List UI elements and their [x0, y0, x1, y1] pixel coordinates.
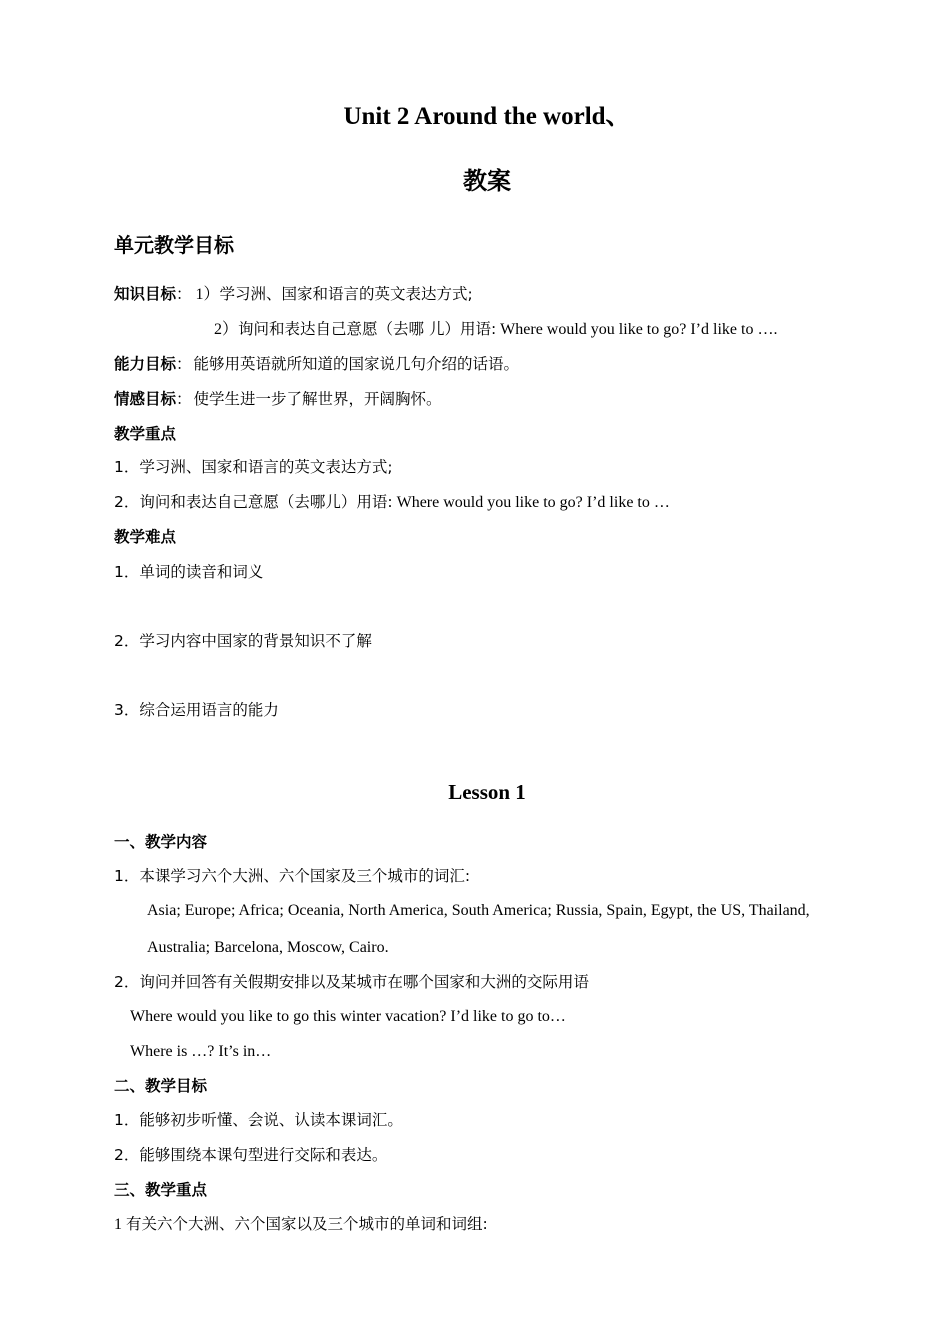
knowledge-goal-label: 知识目标 [114, 285, 177, 303]
teaching-goal-item-1: 1．能够初步听懂、会说、认读本课词汇。 [114, 1111, 403, 1129]
ability-goal-text: 能够用英语就所知道的国家说几句介绍的话语。 [193, 355, 520, 373]
teaching-content-heading: 一、教学内容 [114, 833, 208, 851]
lesson-1-title: Lesson 1 [448, 780, 526, 804]
teaching-content-item-2: 2．询问并回答有关假期安排以及某城市在哪个国家和大洲的交际用语 [114, 973, 589, 991]
emotion-goal-colon: ： [176, 390, 192, 408]
lesson-key-point-text-1: 有关六个大洲、六个国家以及三个城市的单词和词组: [126, 1215, 488, 1233]
knowledge-goal-num-2: 2） [214, 321, 239, 338]
dialog-line-2: Where is …? It’s in… [130, 1043, 272, 1060]
emotion-goal [114, 388, 442, 410]
teaching-content-item-1: 1．本课学习六个大洲、六个国家及三个城市的词汇: [114, 867, 471, 885]
unit-goals-heading: 单元教学目标 [114, 233, 234, 257]
emotion-goal-label: 情感目标 [114, 390, 177, 408]
dialog-line-1: Where would you like to go this winter vacation? I’d like to go to… [130, 1008, 566, 1025]
knowledge-goal-line-1 [114, 283, 473, 306]
teaching-goals-heading: 二、教学目标 [114, 1077, 208, 1095]
key-points-heading: 教学重点 [114, 425, 177, 443]
difficulty-item-2: 2．学习内容中国家的背景知识不了解 [114, 632, 372, 650]
lesson-key-points-heading: 三、教学重点 [114, 1181, 208, 1199]
knowledge-goal-item-2-cn: 询问和表达自己意愿（去哪 儿）用语: [238, 320, 497, 338]
lesson-key-point-item-1 [114, 1213, 488, 1236]
knowledge-goal-line-2 [214, 318, 777, 341]
vocabulary-line-2: Australia; Barcelona, Moscow, Cairo. [147, 939, 389, 956]
vocabulary-line-1: Asia; Europe; Africa; Oceania, North America, South America; Russia, Spain, Egypt, the US, Thailand, [147, 902, 810, 919]
lesson-key-point-num-1: 1 [114, 1216, 122, 1233]
knowledge-goal-item-2-en: Where would you like to go? I’d like to …. [500, 321, 778, 338]
knowledge-goal-colon: ： [176, 285, 192, 303]
ability-goal-label: 能力目标 [114, 355, 177, 373]
key-point-item-2-cn: 2．询问和表达自己意愿（去哪儿）用语: [114, 493, 393, 511]
knowledge-goal-item-1: 学习洲、国家和语言的英文表达方式; [219, 285, 473, 303]
difficulty-item-1: 1．单词的读音和词义 [114, 563, 264, 581]
key-point-item-2-en: Where would you like to go? I’d like to … [396, 494, 670, 511]
ability-goal-colon: ： [176, 355, 192, 373]
difficulty-item-3: 3．综合运用语言的能力 [114, 701, 279, 719]
difficulties-heading: 教学难点 [114, 528, 177, 546]
document-subtitle: 教案 [463, 167, 511, 195]
teaching-goal-item-2: 2．能够围绕本课句型进行交际和表达。 [114, 1146, 388, 1164]
ability-goal [114, 353, 519, 375]
emotion-goal-text: 使学生进一步了解世界，开阔胸怀。 [193, 390, 442, 408]
knowledge-goal-num-1: 1） [195, 286, 220, 303]
document-title: Unit 2 Around the world、 [343, 103, 631, 130]
key-point-item-1: 1．学习洲、国家和语言的英文表达方式; [114, 458, 393, 476]
key-point-item-2 [114, 491, 670, 514]
